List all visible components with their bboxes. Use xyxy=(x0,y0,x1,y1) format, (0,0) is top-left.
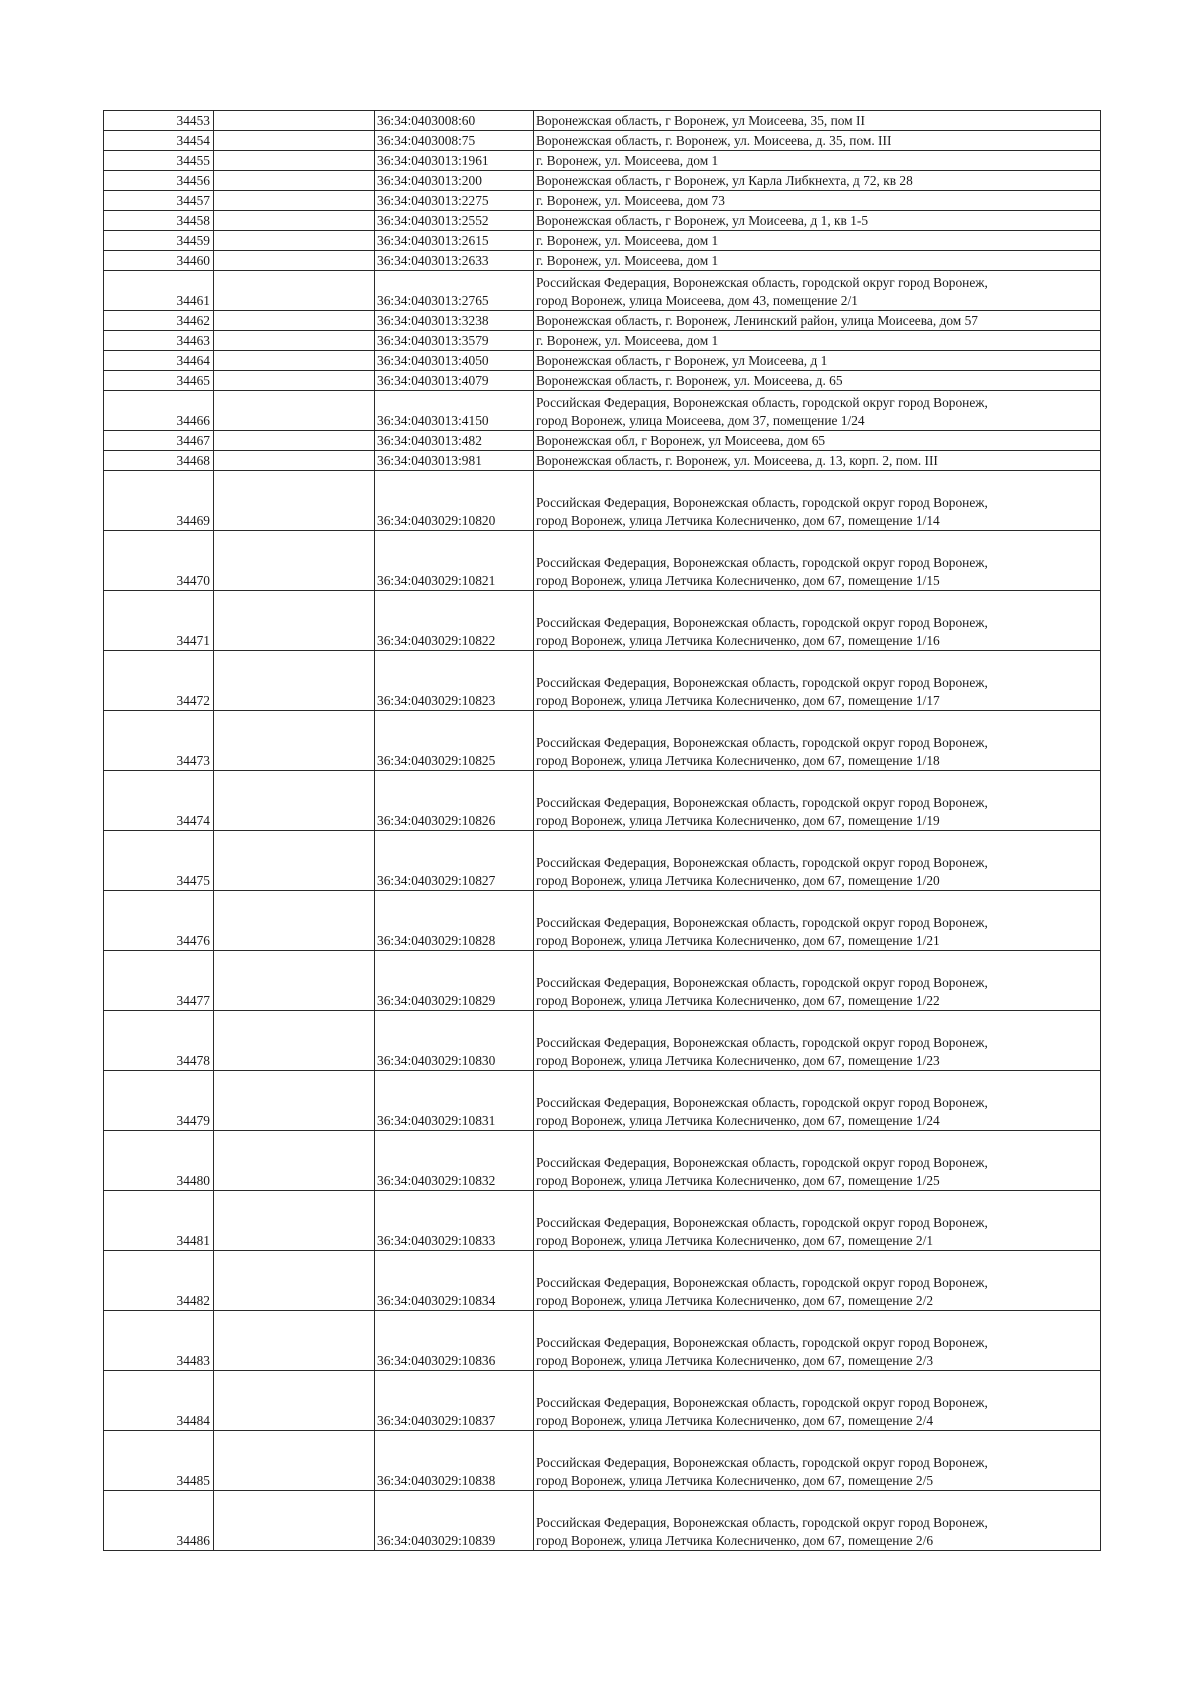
empty-cell xyxy=(214,451,375,471)
address-cell xyxy=(534,1371,1101,1431)
table-row xyxy=(104,591,1101,651)
address-line: Российская Федерация, Воронежская область, городской округ город Воронеж, xyxy=(536,1155,988,1170)
address-line: Российская Федерация, Воронежская область, городской округ город Воронеж, xyxy=(536,495,988,510)
address-cell xyxy=(534,1011,1101,1071)
row-number: 34481 xyxy=(104,1191,214,1251)
address-line: г. Воронеж, ул. Моисеева, дом 73 xyxy=(536,193,725,208)
table-row xyxy=(104,351,1101,371)
cadastral-number: 36:34:0403029:10829 xyxy=(375,951,534,1011)
address-cell xyxy=(534,191,1101,211)
cadastral-number: 36:34:0403029:10837 xyxy=(375,1371,534,1431)
cadastral-number: 36:34:0403013:2633 xyxy=(375,251,534,271)
address-cell xyxy=(534,1251,1101,1311)
address-cell xyxy=(534,771,1101,831)
row-number: 34465 xyxy=(104,371,214,391)
address-line: Воронежская область, г. Воронеж, ул. Моисеева, д. 35, пом. III xyxy=(536,133,892,148)
cadastral-number: 36:34:0403013:2615 xyxy=(375,231,534,251)
address-line: город Воронеж, улица Моисеева, дом 43, помещение 2/1 xyxy=(536,293,858,308)
empty-cell xyxy=(214,111,375,131)
address-cell xyxy=(534,591,1101,651)
address-line: Воронежская область, г. Воронеж, Ленинский район, улица Моисеева, дом 57 xyxy=(536,313,978,328)
empty-cell xyxy=(214,651,375,711)
table-row xyxy=(104,191,1101,211)
address-cell xyxy=(534,151,1101,171)
table-row xyxy=(104,1251,1101,1311)
address-line: Российская Федерация, Воронежская область, городской округ город Воронеж, xyxy=(536,1455,988,1470)
empty-cell xyxy=(214,271,375,311)
address-line: Воронежская область, г Воронеж, ул Моисеева, 35, пом II xyxy=(536,113,865,128)
address-line: город Воронеж, улица Летчика Колесниченко, дом 67, помещение 1/16 xyxy=(536,633,940,648)
row-number: 34454 xyxy=(104,131,214,151)
address-line: Российская Федерация, Воронежская область, городской округ город Воронеж, xyxy=(536,735,988,750)
row-number: 34470 xyxy=(104,531,214,591)
cadastral-number: 36:34:0403029:10834 xyxy=(375,1251,534,1311)
address-line: город Воронеж, улица Летчика Колесниченко, дом 67, помещение 1/17 xyxy=(536,693,940,708)
table-row xyxy=(104,1311,1101,1371)
row-number: 34466 xyxy=(104,391,214,431)
row-number: 34477 xyxy=(104,951,214,1011)
table-row xyxy=(104,1491,1101,1551)
address-line: город Воронеж, улица Летчика Колесниченко, дом 67, помещение 1/14 xyxy=(536,513,940,528)
cadastral-number: 36:34:0403013:200 xyxy=(375,171,534,191)
row-number: 34471 xyxy=(104,591,214,651)
table-row xyxy=(104,891,1101,951)
row-number: 34462 xyxy=(104,311,214,331)
cadastral-number: 36:34:0403029:10823 xyxy=(375,651,534,711)
address-line: Воронежская область, г Воронеж, ул Карла Либкнехта, д 72, кв 28 xyxy=(536,173,913,188)
address-line: Российская Федерация, Воронежская область, городской округ город Воронеж, xyxy=(536,855,988,870)
address-line: Российская Федерация, Воронежская область, городской округ город Воронеж, xyxy=(536,555,988,570)
address-line: Воронежская область, г Воронеж, ул Моисеева, д 1 xyxy=(536,353,828,368)
table-row xyxy=(104,711,1101,771)
empty-cell xyxy=(214,531,375,591)
row-number: 34473 xyxy=(104,711,214,771)
empty-cell xyxy=(214,831,375,891)
cadastral-number: 36:34:0403013:1961 xyxy=(375,151,534,171)
empty-cell xyxy=(214,591,375,651)
table-row xyxy=(104,151,1101,171)
empty-cell xyxy=(214,391,375,431)
address-cell xyxy=(534,711,1101,771)
row-number: 34457 xyxy=(104,191,214,211)
empty-cell xyxy=(214,1011,375,1071)
address-cell xyxy=(534,951,1101,1011)
address-cell xyxy=(534,1491,1101,1551)
address-line: город Воронеж, улица Летчика Колесниченко, дом 67, помещение 2/4 xyxy=(536,1413,934,1428)
address-cell xyxy=(534,251,1101,271)
address-cell xyxy=(534,371,1101,391)
table-row xyxy=(104,391,1101,431)
row-number: 34467 xyxy=(104,431,214,451)
address-line: Воронежская обл, г Воронеж, ул Моисеева, дом 65 xyxy=(536,433,826,448)
address-cell xyxy=(534,831,1101,891)
empty-cell xyxy=(214,1251,375,1311)
table-row xyxy=(104,451,1101,471)
empty-cell xyxy=(214,1431,375,1491)
row-number: 34456 xyxy=(104,171,214,191)
empty-cell xyxy=(214,771,375,831)
address-cell xyxy=(534,891,1101,951)
cadastral-number: 36:34:0403029:10836 xyxy=(375,1311,534,1371)
empty-cell xyxy=(214,331,375,351)
empty-cell xyxy=(214,1491,375,1551)
address-cell xyxy=(534,431,1101,451)
table-row xyxy=(104,1131,1101,1191)
empty-cell xyxy=(214,171,375,191)
address-line: город Воронеж, улица Летчика Колесниченко, дом 67, помещение 1/15 xyxy=(536,573,940,588)
address-line: город Воронеж, улица Летчика Колесниченко, дом 67, помещение 2/3 xyxy=(536,1353,934,1368)
cadastral-number: 36:34:0403013:981 xyxy=(375,451,534,471)
cadastral-number: 36:34:0403008:75 xyxy=(375,131,534,151)
address-line: Российская Федерация, Воронежская область, городской округ город Воронеж, xyxy=(536,395,988,410)
address-cell xyxy=(534,531,1101,591)
address-line: Воронежская область, г. Воронеж, ул. Моисеева, д. 65 xyxy=(536,373,843,388)
address-line: город Воронеж, улица Летчика Колесниченко, дом 67, помещение 2/2 xyxy=(536,1293,934,1308)
address-line: Российская Федерация, Воронежская область, городской округ город Воронеж, xyxy=(536,1095,988,1110)
cadastral-number: 36:34:0403029:10828 xyxy=(375,891,534,951)
address-line: город Воронеж, улица Летчика Колесниченко, дом 67, помещение 1/20 xyxy=(536,873,940,888)
table-row xyxy=(104,471,1101,531)
address-cell xyxy=(534,311,1101,331)
empty-cell xyxy=(214,211,375,231)
table-row xyxy=(104,951,1101,1011)
empty-cell xyxy=(214,251,375,271)
empty-cell xyxy=(214,191,375,211)
address-line: Российская Федерация, Воронежская область, городской округ город Воронеж, xyxy=(536,975,988,990)
cadastral-number: 36:34:0403013:2765 xyxy=(375,271,534,311)
cadastral-number: 36:34:0403029:10839 xyxy=(375,1491,534,1551)
table-row xyxy=(104,1371,1101,1431)
address-cell xyxy=(534,1431,1101,1491)
cadastral-number: 36:34:0403013:2552 xyxy=(375,211,534,231)
row-number: 34472 xyxy=(104,651,214,711)
row-number: 34455 xyxy=(104,151,214,171)
address-line: город Воронеж, улица Летчика Колесниченко, дом 67, помещение 1/21 xyxy=(536,933,940,948)
address-line: Российская Федерация, Воронежская область, городской округ город Воронеж, xyxy=(536,1215,988,1230)
empty-cell xyxy=(214,1071,375,1131)
address-cell xyxy=(534,1071,1101,1131)
address-line: Российская Федерация, Воронежская область, городской округ город Воронеж, xyxy=(536,275,988,290)
address-line: г. Воронеж, ул. Моисеева, дом 1 xyxy=(536,233,719,248)
registry-table xyxy=(103,110,1101,1551)
row-number: 34453 xyxy=(104,111,214,131)
empty-cell xyxy=(214,1131,375,1191)
address-line: г. Воронеж, ул. Моисеева, дом 1 xyxy=(536,333,719,348)
address-line: город Воронеж, улица Моисеева, дом 37, помещение 1/24 xyxy=(536,413,865,428)
table-row xyxy=(104,1071,1101,1131)
cadastral-number: 36:34:0403029:10822 xyxy=(375,591,534,651)
empty-cell xyxy=(214,891,375,951)
table-row xyxy=(104,431,1101,451)
address-line: г. Воронеж, ул. Моисеева, дом 1 xyxy=(536,153,719,168)
row-number: 34486 xyxy=(104,1491,214,1551)
row-number: 34480 xyxy=(104,1131,214,1191)
table-row xyxy=(104,1011,1101,1071)
address-line: Воронежская область, г. Воронеж, ул. Моисеева, д. 13, корп. 2, пом. III xyxy=(536,453,938,468)
address-cell xyxy=(534,271,1101,311)
table-row xyxy=(104,771,1101,831)
address-cell xyxy=(534,171,1101,191)
address-cell xyxy=(534,471,1101,531)
empty-cell xyxy=(214,1191,375,1251)
cadastral-number: 36:34:0403013:4079 xyxy=(375,371,534,391)
empty-cell xyxy=(214,711,375,771)
address-cell xyxy=(534,451,1101,471)
address-line: город Воронеж, улица Летчика Колесниченко, дом 67, помещение 1/24 xyxy=(536,1113,940,1128)
table-row xyxy=(104,531,1101,591)
empty-cell xyxy=(214,471,375,531)
address-line: Российская Федерация, Воронежская область, городской округ город Воронеж, xyxy=(536,1275,988,1290)
table-row xyxy=(104,231,1101,251)
address-line: Российская Федерация, Воронежская область, городской округ город Воронеж, xyxy=(536,1335,988,1350)
cadastral-number: 36:34:0403013:4050 xyxy=(375,351,534,371)
table-row xyxy=(104,311,1101,331)
address-line: город Воронеж, улица Летчика Колесниченко, дом 67, помещение 1/19 xyxy=(536,813,940,828)
empty-cell xyxy=(214,1371,375,1431)
cadastral-number: 36:34:0403029:10820 xyxy=(375,471,534,531)
address-cell xyxy=(534,231,1101,251)
table-row xyxy=(104,171,1101,191)
table-row xyxy=(104,651,1101,711)
cadastral-number: 36:34:0403029:10827 xyxy=(375,831,534,891)
cadastral-number: 36:34:0403013:2275 xyxy=(375,191,534,211)
address-cell xyxy=(534,1131,1101,1191)
empty-cell xyxy=(214,231,375,251)
cadastral-number: 36:34:0403029:10821 xyxy=(375,531,534,591)
address-line: Российская Федерация, Воронежская область, городской округ город Воронеж, xyxy=(536,915,988,930)
table-row xyxy=(104,111,1101,131)
row-number: 34468 xyxy=(104,451,214,471)
empty-cell xyxy=(214,431,375,451)
empty-cell xyxy=(214,151,375,171)
address-line: город Воронеж, улица Летчика Колесниченко, дом 67, помещение 1/25 xyxy=(536,1173,940,1188)
table-row xyxy=(104,211,1101,231)
address-cell xyxy=(534,1191,1101,1251)
table-row xyxy=(104,331,1101,351)
cadastral-number: 36:34:0403029:10826 xyxy=(375,771,534,831)
address-line: Российская Федерация, Воронежская область, городской округ город Воронеж, xyxy=(536,615,988,630)
address-line: Воронежская область, г Воронеж, ул Моисеева, д 1, кв 1-5 xyxy=(536,213,869,228)
cadastral-number: 36:34:0403013:3579 xyxy=(375,331,534,351)
cadastral-number: 36:34:0403029:10825 xyxy=(375,711,534,771)
row-number: 34485 xyxy=(104,1431,214,1491)
row-number: 34461 xyxy=(104,271,214,311)
table-row xyxy=(104,371,1101,391)
address-line: город Воронеж, улица Летчика Колесниченко, дом 67, помещение 1/23 xyxy=(536,1053,940,1068)
address-line: город Воронеж, улица Летчика Колесниченко, дом 67, помещение 2/1 xyxy=(536,1233,934,1248)
table-row xyxy=(104,1191,1101,1251)
address-line: Российская Федерация, Воронежская область, городской округ город Воронеж, xyxy=(536,1515,988,1530)
address-line: Российская Федерация, Воронежская область, городской округ город Воронеж, xyxy=(536,795,988,810)
table-row xyxy=(104,271,1101,311)
empty-cell xyxy=(214,371,375,391)
cadastral-number: 36:34:0403029:10831 xyxy=(375,1071,534,1131)
row-number: 34479 xyxy=(104,1071,214,1131)
cadastral-number: 36:34:0403029:10838 xyxy=(375,1431,534,1491)
row-number: 34459 xyxy=(104,231,214,251)
row-number: 34458 xyxy=(104,211,214,231)
empty-cell xyxy=(214,311,375,331)
row-number: 34474 xyxy=(104,771,214,831)
cadastral-number: 36:34:0403013:3238 xyxy=(375,311,534,331)
row-number: 34478 xyxy=(104,1011,214,1071)
address-line: город Воронеж, улица Летчика Колесниченко, дом 67, помещение 2/6 xyxy=(536,1533,934,1548)
cadastral-number: 36:34:0403029:10833 xyxy=(375,1191,534,1251)
row-number: 34482 xyxy=(104,1251,214,1311)
registry-table-body xyxy=(104,111,1101,1551)
empty-cell xyxy=(214,351,375,371)
cadastral-number: 36:34:0403013:4150 xyxy=(375,391,534,431)
address-line: город Воронеж, улица Летчика Колесниченко, дом 67, помещение 2/5 xyxy=(536,1473,934,1488)
row-number: 34469 xyxy=(104,471,214,531)
empty-cell xyxy=(214,951,375,1011)
address-cell xyxy=(534,651,1101,711)
empty-cell xyxy=(214,131,375,151)
table-row xyxy=(104,831,1101,891)
row-number: 34464 xyxy=(104,351,214,371)
row-number: 34463 xyxy=(104,331,214,351)
cadastral-number: 36:34:0403029:10830 xyxy=(375,1011,534,1071)
empty-cell xyxy=(214,1311,375,1371)
address-cell xyxy=(534,391,1101,431)
address-line: город Воронеж, улица Летчика Колесниченко, дом 67, помещение 1/22 xyxy=(536,993,940,1008)
row-number: 34475 xyxy=(104,831,214,891)
address-cell xyxy=(534,211,1101,231)
address-line: Российская Федерация, Воронежская область, городской округ город Воронеж, xyxy=(536,675,988,690)
cadastral-number: 36:34:0403029:10832 xyxy=(375,1131,534,1191)
table-row xyxy=(104,131,1101,151)
table-row xyxy=(104,251,1101,271)
address-line: город Воронеж, улица Летчика Колесниченко, дом 67, помещение 1/18 xyxy=(536,753,940,768)
row-number: 34484 xyxy=(104,1371,214,1431)
address-cell xyxy=(534,111,1101,131)
table-row xyxy=(104,1431,1101,1491)
address-line: Российская Федерация, Воронежская область, городской округ город Воронеж, xyxy=(536,1395,988,1410)
address-line: г. Воронеж, ул. Моисеева, дом 1 xyxy=(536,253,719,268)
row-number: 34460 xyxy=(104,251,214,271)
address-line: Российская Федерация, Воронежская область, городской округ город Воронеж, xyxy=(536,1035,988,1050)
cadastral-number: 36:34:0403013:482 xyxy=(375,431,534,451)
address-cell xyxy=(534,331,1101,351)
address-cell xyxy=(534,1311,1101,1371)
cadastral-number: 36:34:0403008:60 xyxy=(375,111,534,131)
address-cell xyxy=(534,351,1101,371)
row-number: 34483 xyxy=(104,1311,214,1371)
row-number: 34476 xyxy=(104,891,214,951)
address-cell xyxy=(534,131,1101,151)
